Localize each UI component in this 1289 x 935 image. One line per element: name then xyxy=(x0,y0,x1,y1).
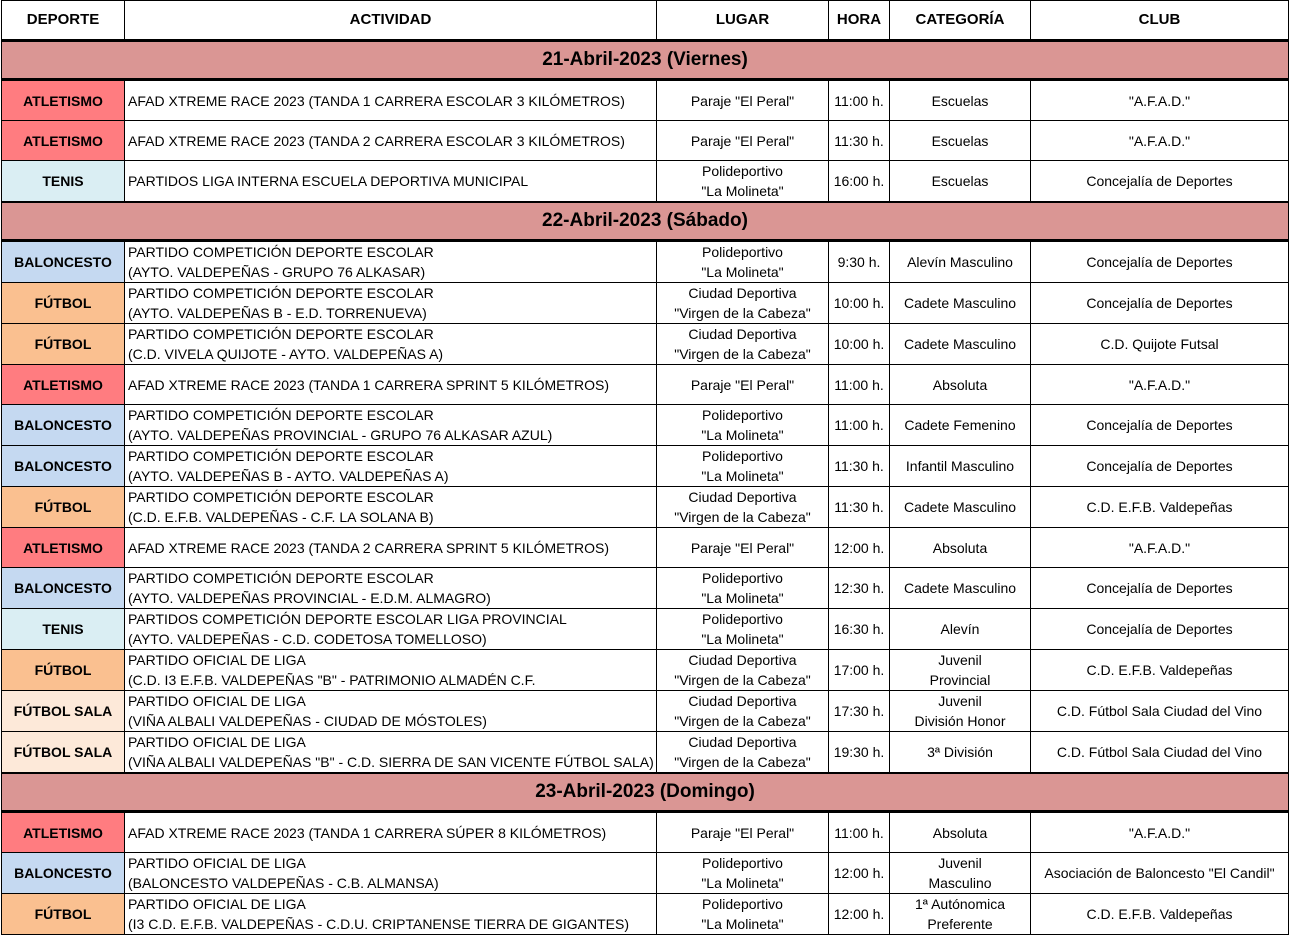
category-line: Masculino xyxy=(928,875,992,891)
time-cell: 12:00 h. xyxy=(829,853,890,894)
table-row xyxy=(2,80,1289,121)
club-cell: Concejalía de Deportes xyxy=(1031,405,1289,446)
category-cell xyxy=(890,853,1031,894)
header-categoria: CATEGORÍA xyxy=(890,1,1031,41)
category-cell xyxy=(890,487,1031,528)
place-line: Polideportivo xyxy=(702,448,783,464)
table-row xyxy=(2,568,1289,609)
category-line: Escuelas xyxy=(931,132,989,149)
activity-cell xyxy=(125,894,657,935)
place-line: "Virgen de la Cabeza" xyxy=(674,713,811,729)
category-line: Cadete Masculino xyxy=(903,499,1017,515)
activity-line: PARTIDO OFICIAL DE LIGA xyxy=(128,693,306,709)
place-line: "La Molineta" xyxy=(701,916,784,932)
place-line: Polideportivo xyxy=(702,855,783,871)
activity-line: PARTIDO COMPETICIÓN DEPORTE ESCOLAR xyxy=(128,285,434,301)
place-line: Paraje "El Peral" xyxy=(690,824,795,841)
table-row xyxy=(2,161,1289,203)
activity-line: (AYTO. VALDEPEÑAS PROVINCIAL - E.D.M. ALMAGRO) xyxy=(128,590,491,606)
time-cell: 12:00 h. xyxy=(829,894,890,935)
sport-cell: FÚTBOL xyxy=(2,487,125,528)
time-cell: 19:30 h. xyxy=(829,732,890,774)
header-hora: HORA xyxy=(829,1,890,41)
place-cell xyxy=(657,853,829,894)
activity-cell xyxy=(125,732,657,774)
activity-cell xyxy=(125,324,657,365)
activity-cell xyxy=(125,528,657,568)
date-heading: 22-Abril-2023 (Sábado) xyxy=(2,202,1289,241)
category-cell xyxy=(890,80,1031,121)
club-cell: C.D. Quijote Futsal xyxy=(1031,324,1289,365)
sport-cell: ATLETISMO xyxy=(2,121,125,161)
activity-line: AFAD XTREME RACE 2023 (TANDA 1 CARRERA SPRINT 5 KILÓMETROS) xyxy=(128,376,610,393)
activity-cell xyxy=(125,691,657,732)
club-cell: C.D. Fútbol Sala Ciudad del Vino xyxy=(1031,691,1289,732)
date-heading: 23-Abril-2023 (Domingo) xyxy=(2,773,1289,812)
sport-cell: TENIS xyxy=(2,161,125,203)
table-row xyxy=(2,650,1289,691)
table-row xyxy=(2,283,1289,324)
place-cell xyxy=(657,324,829,365)
activity-line: PARTIDO OFICIAL DE LIGA xyxy=(128,855,306,871)
category-line: Cadete Femenino xyxy=(904,417,1016,433)
time-cell: 17:00 h. xyxy=(829,650,890,691)
category-line: Cadete Masculino xyxy=(903,336,1017,352)
activity-line: PARTIDO COMPETICIÓN DEPORTE ESCOLAR xyxy=(128,407,434,423)
time-cell: 16:00 h. xyxy=(829,161,890,203)
time-cell: 11:00 h. xyxy=(829,405,890,446)
club-cell: "A.F.A.D." xyxy=(1031,121,1289,161)
category-cell xyxy=(890,894,1031,935)
activity-line: (VIÑA ALBALI VALDEPEÑAS - CIUDAD DE MÓSTOLES) xyxy=(128,713,487,729)
category-line: Provincial xyxy=(929,672,991,688)
place-line: Ciudad Deportiva xyxy=(688,652,797,668)
time-cell: 17:30 h. xyxy=(829,691,890,732)
activity-cell xyxy=(125,241,657,283)
activity-line: PARTIDO COMPETICIÓN DEPORTE ESCOLAR xyxy=(128,489,434,505)
sport-cell: BALONCESTO xyxy=(2,405,125,446)
place-cell xyxy=(657,121,829,161)
category-line: Infantil Masculino xyxy=(905,458,1015,474)
activity-line: (I3 C.D. E.F.B. VALDEPEÑAS - C.D.U. CRIPTANENSE TIERRA DE GIGANTES) xyxy=(128,916,629,932)
place-cell xyxy=(657,650,829,691)
date-row xyxy=(2,773,1289,812)
place-cell xyxy=(657,405,829,446)
place-line: "La Molineta" xyxy=(701,590,784,606)
header-club: CLUB xyxy=(1031,1,1289,41)
club-cell: Concejalía de Deportes xyxy=(1031,161,1289,203)
club-cell: Concejalía de Deportes xyxy=(1031,609,1289,650)
activity-line: AFAD XTREME RACE 2023 (TANDA 1 CARRERA ESCOLAR 3 KILÓMETROS) xyxy=(128,92,625,109)
sport-cell: BALONCESTO xyxy=(2,241,125,283)
sport-cell: ATLETISMO xyxy=(2,528,125,568)
place-cell xyxy=(657,691,829,732)
club-cell: C.D. E.F.B. Valdepeñas xyxy=(1031,650,1289,691)
table-row xyxy=(2,732,1289,774)
club-cell: C.D. Fútbol Sala Ciudad del Vino xyxy=(1031,732,1289,774)
place-cell xyxy=(657,80,829,121)
date-row xyxy=(2,202,1289,241)
category-cell xyxy=(890,241,1031,283)
category-line: Absoluta xyxy=(932,824,988,841)
header-row xyxy=(2,1,1289,41)
category-line: Juvenil xyxy=(938,693,982,709)
club-cell: Asociación de Baloncesto "El Candil" xyxy=(1031,853,1289,894)
sport-cell: FÚTBOL xyxy=(2,324,125,365)
category-line: Absoluta xyxy=(932,539,988,556)
activity-line: PARTIDOS COMPETICIÓN DEPORTE ESCOLAR LIGA PROVINCIAL xyxy=(128,611,567,627)
category-cell xyxy=(890,812,1031,853)
place-line: "Virgen de la Cabeza" xyxy=(674,346,811,362)
place-cell xyxy=(657,446,829,487)
time-cell: 11:00 h. xyxy=(829,365,890,405)
activity-line: (VIÑA ALBALI VALDEPEÑAS "B" - C.D. SIERRA DE SAN VICENTE FÚTBOL SALA) xyxy=(128,754,654,770)
category-line: Escuelas xyxy=(931,92,989,109)
category-line: 3ª División xyxy=(927,744,993,760)
activity-line: PARTIDO COMPETICIÓN DEPORTE ESCOLAR xyxy=(128,244,434,260)
activity-cell xyxy=(125,650,657,691)
place-line: Ciudad Deportiva xyxy=(688,489,797,505)
activity-cell xyxy=(125,446,657,487)
place-line: "La Molineta" xyxy=(701,427,784,443)
time-cell: 11:30 h. xyxy=(829,487,890,528)
place-line: "Virgen de la Cabeza" xyxy=(674,672,811,688)
club-cell: "A.F.A.D." xyxy=(1031,80,1289,121)
activity-line: PARTIDO COMPETICIÓN DEPORTE ESCOLAR xyxy=(128,570,434,586)
category-line: Juvenil xyxy=(938,652,982,668)
club-cell: Concejalía de Deportes xyxy=(1031,568,1289,609)
club-cell: C.D. E.F.B. Valdepeñas xyxy=(1031,894,1289,935)
place-cell xyxy=(657,528,829,568)
sport-cell: BALONCESTO xyxy=(2,446,125,487)
place-line: Paraje "El Peral" xyxy=(690,376,795,393)
place-cell xyxy=(657,241,829,283)
date-row xyxy=(2,41,1289,80)
place-line: "La Molineta" xyxy=(701,631,784,647)
category-cell xyxy=(890,568,1031,609)
activity-line: AFAD XTREME RACE 2023 (TANDA 2 CARRERA ESCOLAR 3 KILÓMETROS) xyxy=(128,132,625,149)
club-cell: Concejalía de Deportes xyxy=(1031,446,1289,487)
category-cell xyxy=(890,691,1031,732)
activity-cell xyxy=(125,283,657,324)
place-line: "Virgen de la Cabeza" xyxy=(674,509,811,525)
activity-cell xyxy=(125,568,657,609)
place-line: Polideportivo xyxy=(702,611,783,627)
activity-line: (AYTO. VALDEPEÑAS PROVINCIAL - GRUPO 76 ALKASAR AZUL) xyxy=(128,427,553,443)
place-line: Paraje "El Peral" xyxy=(690,132,795,149)
place-line: Ciudad Deportiva xyxy=(688,734,797,750)
header-lugar: LUGAR xyxy=(657,1,829,41)
place-line: Ciudad Deportiva xyxy=(688,326,797,342)
place-line: Paraje "El Peral" xyxy=(690,539,795,556)
category-cell xyxy=(890,528,1031,568)
activity-line: (C.D. I3 E.F.B. VALDEPEÑAS "B" - PATRIMONIO ALMADÉN C.F. xyxy=(128,672,536,688)
schedule-body xyxy=(2,41,1289,935)
category-line: Preferente xyxy=(927,916,993,932)
table-row xyxy=(2,324,1289,365)
activity-cell xyxy=(125,161,657,203)
header-actividad: ACTIVIDAD xyxy=(125,1,657,41)
place-cell xyxy=(657,283,829,324)
place-cell xyxy=(657,568,829,609)
club-cell: Concejalía de Deportes xyxy=(1031,241,1289,283)
table-row xyxy=(2,365,1289,405)
activity-line: (AYTO. VALDEPEÑAS - C.D. CODETOSA TOMELLOSO) xyxy=(128,631,487,647)
place-line: "La Molineta" xyxy=(701,468,784,484)
time-cell: 10:00 h. xyxy=(829,283,890,324)
category-line: Cadete Masculino xyxy=(903,580,1017,596)
place-line: Polideportivo xyxy=(702,570,783,586)
activity-cell xyxy=(125,853,657,894)
place-cell xyxy=(657,365,829,405)
sport-cell: BALONCESTO xyxy=(2,568,125,609)
category-cell xyxy=(890,324,1031,365)
category-cell xyxy=(890,365,1031,405)
activity-line: PARTIDOS LIGA INTERNA ESCUELA DEPORTIVA MUNICIPAL xyxy=(128,173,529,189)
place-line: Polideportivo xyxy=(702,407,783,423)
time-cell: 16:30 h. xyxy=(829,609,890,650)
table-row xyxy=(2,894,1289,935)
sport-cell: FÚTBOL SALA xyxy=(2,732,125,774)
place-line: "Virgen de la Cabeza" xyxy=(674,305,811,321)
activity-line: (C.D. VIVELA QUIJOTE - AYTO. VALDEPEÑAS A) xyxy=(128,346,444,362)
club-cell: "A.F.A.D." xyxy=(1031,365,1289,405)
sport-cell: ATLETISMO xyxy=(2,365,125,405)
place-line: "La Molineta" xyxy=(701,264,784,280)
table-row xyxy=(2,609,1289,650)
activity-cell xyxy=(125,365,657,405)
place-line: Ciudad Deportiva xyxy=(688,285,797,301)
schedule-table xyxy=(1,0,1289,935)
time-cell: 9:30 h. xyxy=(829,241,890,283)
place-line: "La Molineta" xyxy=(701,183,784,199)
sport-cell: FÚTBOL SALA xyxy=(2,691,125,732)
place-line: "Virgen de la Cabeza" xyxy=(674,754,811,770)
time-cell: 10:00 h. xyxy=(829,324,890,365)
sport-cell: ATLETISMO xyxy=(2,812,125,853)
table-row xyxy=(2,528,1289,568)
sport-cell: ATLETISMO xyxy=(2,80,125,121)
activity-line: (C.D. E.F.B. VALDEPEÑAS - C.F. LA SOLANA B) xyxy=(128,509,434,525)
activity-cell xyxy=(125,609,657,650)
activity-line: (BALONCESTO VALDEPEÑAS - C.B. ALMANSA) xyxy=(128,875,439,891)
place-line: Ciudad Deportiva xyxy=(688,693,797,709)
table-row xyxy=(2,121,1289,161)
activity-cell xyxy=(125,812,657,853)
place-line: "La Molineta" xyxy=(701,875,784,891)
time-cell: 12:00 h. xyxy=(829,528,890,568)
activity-line: (AYTO. VALDEPEÑAS B - AYTO. VALDEPEÑAS A) xyxy=(128,468,449,484)
activity-cell xyxy=(125,405,657,446)
activity-line: PARTIDO OFICIAL DE LIGA xyxy=(128,734,306,750)
club-cell: Concejalía de Deportes xyxy=(1031,283,1289,324)
sport-cell: BALONCESTO xyxy=(2,853,125,894)
activity-line: PARTIDO OFICIAL DE LIGA xyxy=(128,652,306,668)
category-line: Alevín Masculino xyxy=(907,254,1013,270)
category-line: 1ª Autónomica xyxy=(914,896,1005,912)
category-line: División Honor xyxy=(914,713,1006,729)
activity-line: (AYTO. VALDEPEÑAS B - E.D. TORRENUEVA) xyxy=(128,305,427,321)
activity-line: PARTIDO COMPETICIÓN DEPORTE ESCOLAR xyxy=(128,326,434,342)
category-cell xyxy=(890,446,1031,487)
place-line: Paraje "El Peral" xyxy=(690,92,795,109)
category-line: Escuelas xyxy=(931,173,989,189)
place-line: Polideportivo xyxy=(702,896,783,912)
category-cell xyxy=(890,650,1031,691)
category-cell xyxy=(890,121,1031,161)
place-cell xyxy=(657,161,829,203)
category-cell xyxy=(890,732,1031,774)
activity-cell xyxy=(125,80,657,121)
activity-line: PARTIDO OFICIAL DE LIGA xyxy=(128,896,306,912)
sport-cell: TENIS xyxy=(2,609,125,650)
table-row xyxy=(2,487,1289,528)
time-cell: 11:30 h. xyxy=(829,121,890,161)
club-cell: C.D. E.F.B. Valdepeñas xyxy=(1031,487,1289,528)
time-cell: 11:00 h. xyxy=(829,812,890,853)
category-cell xyxy=(890,161,1031,203)
table-row xyxy=(2,241,1289,283)
club-cell: "A.F.A.D." xyxy=(1031,528,1289,568)
activity-line: PARTIDO COMPETICIÓN DEPORTE ESCOLAR xyxy=(128,448,434,464)
club-cell: "A.F.A.D." xyxy=(1031,812,1289,853)
time-cell: 12:30 h. xyxy=(829,568,890,609)
activity-cell xyxy=(125,121,657,161)
table-row xyxy=(2,691,1289,732)
category-line: Absoluta xyxy=(932,376,988,393)
header-deporte: DEPORTE xyxy=(2,1,125,41)
place-line: Polideportivo xyxy=(702,244,783,260)
activity-line: (AYTO. VALDEPEÑAS - GRUPO 76 ALKASAR) xyxy=(128,264,426,280)
category-line: Alevín xyxy=(940,621,980,637)
activity-line: AFAD XTREME RACE 2023 (TANDA 1 CARRERA SÚPER 8 KILÓMETROS) xyxy=(128,824,607,841)
table-row xyxy=(2,812,1289,853)
place-cell xyxy=(657,812,829,853)
activity-line: AFAD XTREME RACE 2023 (TANDA 2 CARRERA SPRINT 5 KILÓMETROS) xyxy=(128,539,610,556)
sport-cell: FÚTBOL xyxy=(2,283,125,324)
table-row xyxy=(2,853,1289,894)
table-row xyxy=(2,446,1289,487)
date-heading: 21-Abril-2023 (Viernes) xyxy=(2,41,1289,80)
time-cell: 11:30 h. xyxy=(829,446,890,487)
category-line: Cadete Masculino xyxy=(903,295,1017,311)
category-cell xyxy=(890,283,1031,324)
activity-cell xyxy=(125,487,657,528)
sport-cell: FÚTBOL xyxy=(2,894,125,935)
table-row xyxy=(2,405,1289,446)
place-cell xyxy=(657,732,829,774)
sport-cell: FÚTBOL xyxy=(2,650,125,691)
category-cell xyxy=(890,405,1031,446)
place-line: Polideportivo xyxy=(702,163,783,179)
time-cell: 11:00 h. xyxy=(829,80,890,121)
category-line: Juvenil xyxy=(938,855,982,871)
place-cell xyxy=(657,487,829,528)
place-cell xyxy=(657,609,829,650)
category-cell xyxy=(890,609,1031,650)
place-cell xyxy=(657,894,829,935)
